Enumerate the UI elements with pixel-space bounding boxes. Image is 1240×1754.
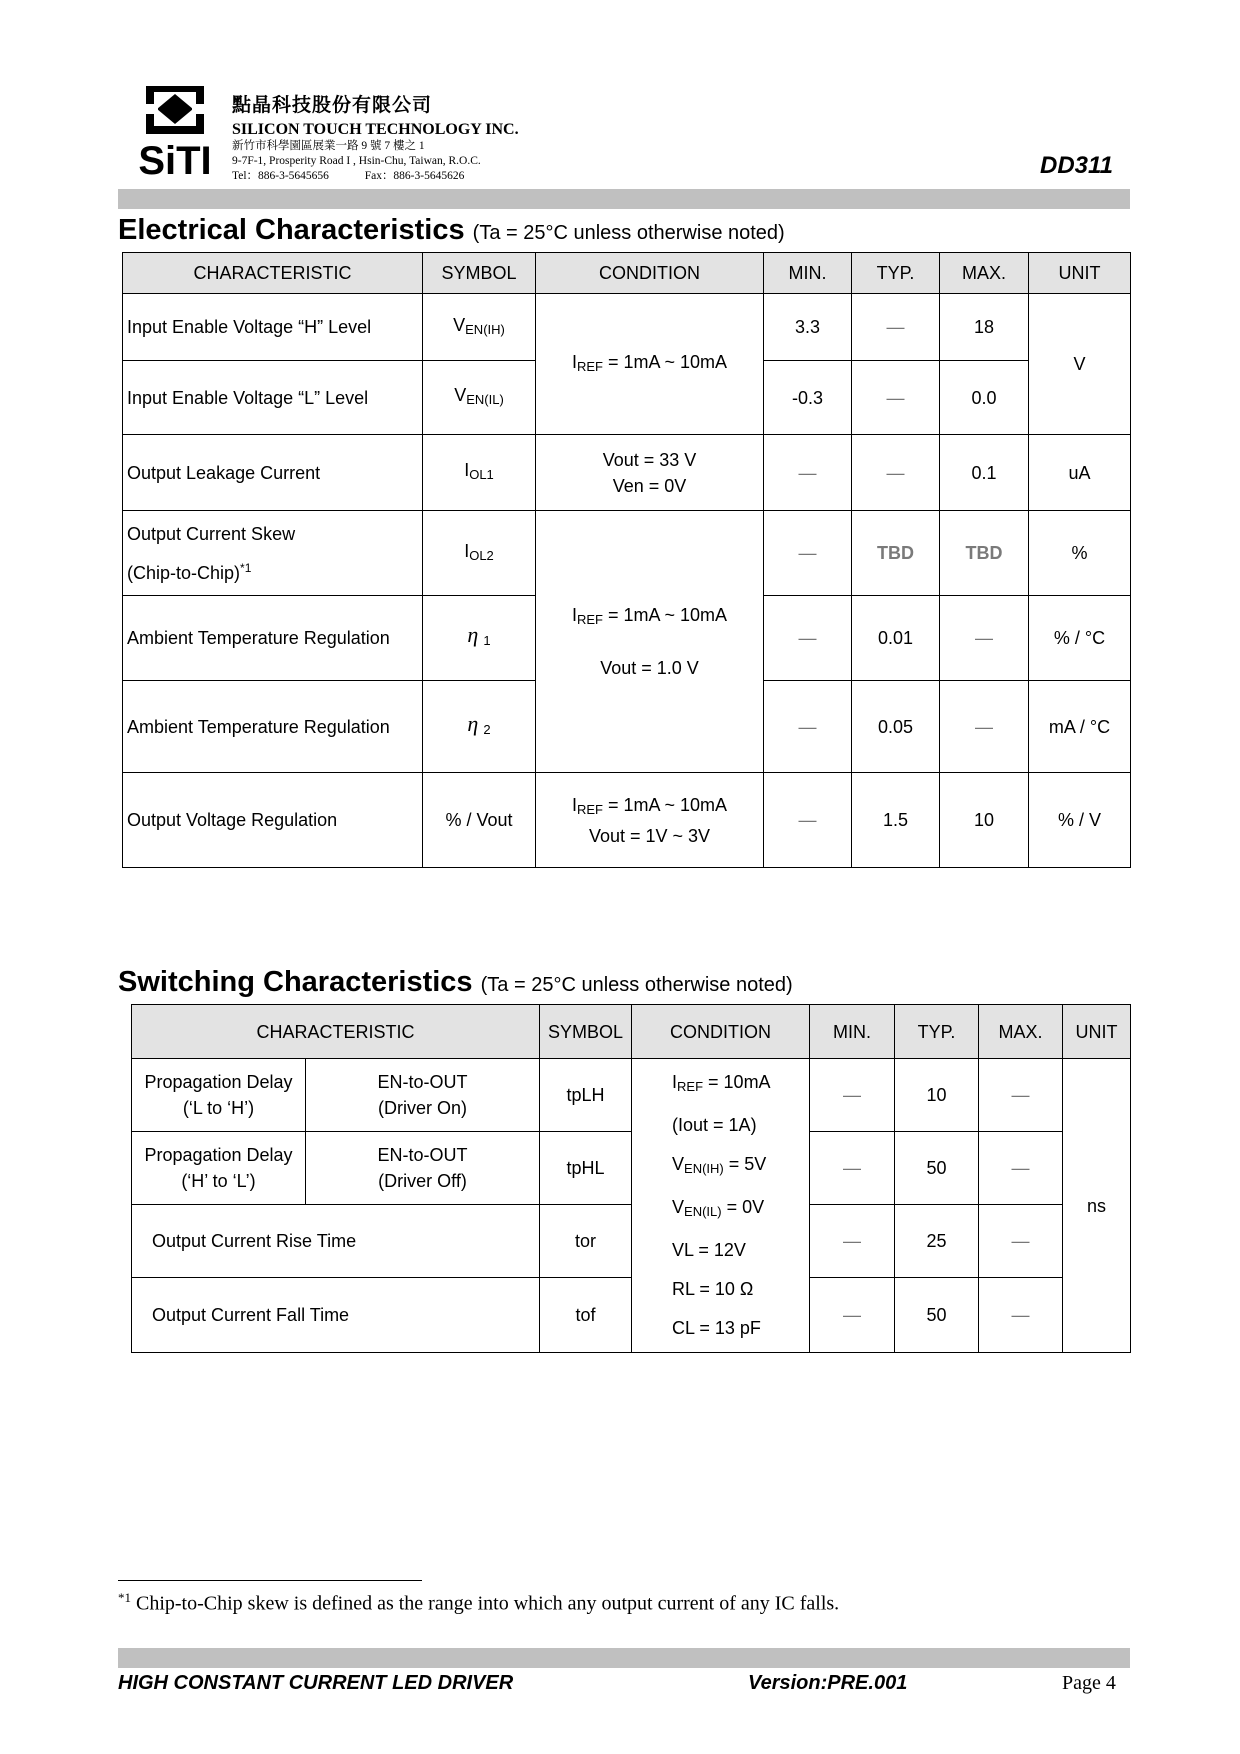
col-header: CHARACTERISTIC — [132, 1005, 540, 1059]
switching-title: Switching Characteristics (Ta = 25°C unless otherwise noted) — [118, 966, 793, 998]
max: — — [979, 1205, 1063, 1278]
symbol: $I_{OL2}$ — [423, 511, 536, 596]
min: — — [764, 773, 852, 868]
characteristic: Ambient Temperature Regulation — [123, 596, 423, 681]
characteristic: Propagation Delay (‘L to ‘H’) — [132, 1059, 306, 1132]
table-row — [123, 773, 1131, 868]
company-header — [232, 90, 519, 184]
col-header: MAX. — [940, 253, 1029, 294]
min: — — [764, 596, 852, 681]
contact-line — [232, 169, 519, 184]
symbol: % / Vout — [423, 773, 536, 868]
max: — — [940, 681, 1029, 773]
condition: $I_{REF} = 1mA$ ~ 10mA Vout = 1.0 V — [536, 511, 764, 773]
max: — — [979, 1059, 1063, 1132]
min: — — [810, 1059, 895, 1132]
unit: ns — [1063, 1059, 1131, 1353]
typ: — — [852, 361, 940, 435]
typ: 25 — [895, 1205, 979, 1278]
typ: 0.05 — [852, 681, 940, 773]
min: — — [764, 681, 852, 773]
tel: Tel：886-3-5645656 — [232, 170, 329, 182]
min: — — [764, 511, 852, 596]
max: — — [940, 596, 1029, 681]
fax: Fax：886-3-5645626 — [364, 170, 465, 182]
characteristic: Output Voltage Regulation — [123, 773, 423, 868]
symbol: $V_{EN(IL)}$ — [423, 361, 536, 435]
max: TBD — [940, 511, 1029, 596]
unit: uA — [1029, 435, 1131, 511]
col-header: CONDITION — [632, 1005, 810, 1059]
typ: — — [852, 435, 940, 511]
characteristic: Output Current Fall Time — [132, 1278, 540, 1353]
unit: % / °C — [1029, 596, 1131, 681]
col-header: CHARACTERISTIC — [123, 253, 423, 294]
footer-product: HIGH CONSTANT CURRENT LED DRIVER — [118, 1672, 514, 1694]
col-header: MIN. — [810, 1005, 895, 1059]
characteristic: Output Current Skew (Chip-to-Chip)$^{*1}$ — [123, 511, 423, 596]
typ: 50 — [895, 1278, 979, 1353]
characteristic: Input Enable Voltage “L” Level — [123, 361, 423, 435]
col-header: UNIT — [1029, 253, 1131, 294]
condition: $I_{REF} = 1mA$ ~ 10mA — [536, 294, 764, 435]
company-name-en: SILICON TOUCH TECHNOLOGY INC. — [232, 121, 519, 138]
min: — — [764, 435, 852, 511]
characteristic: Ambient Temperature Regulation — [123, 681, 423, 773]
min: — — [810, 1205, 895, 1278]
symbol: tpHL — [540, 1132, 632, 1205]
max: — — [979, 1132, 1063, 1205]
min: — — [810, 1278, 895, 1353]
company-name-cn: 點晶科技股份有限公司 — [232, 95, 433, 116]
condition: $I_{REF} = 1mA$ ~ 10mA Vout = 1V ~ 3V — [536, 773, 764, 868]
symbol: η $_1$ — [423, 596, 536, 681]
typ: 1.5 — [852, 773, 940, 868]
siti-logo — [130, 86, 220, 178]
table-row — [132, 1132, 1131, 1205]
unit: % — [1029, 511, 1131, 596]
table-row — [132, 1278, 1131, 1353]
condition: Vout = 33 V Ven = 0V — [536, 435, 764, 511]
footnote: $^{*1}$ Chip-to-Chip skew is defined as the range into which any output current of any IC falls. — [118, 1590, 840, 1615]
unit: % / V — [1029, 773, 1131, 868]
footnote-rule — [118, 1580, 422, 1581]
page-number: Page 4 — [1062, 1672, 1116, 1694]
table-row — [132, 1059, 1131, 1132]
symbol: tor — [540, 1205, 632, 1278]
col-header: UNIT — [1063, 1005, 1131, 1059]
table-row — [123, 294, 1131, 361]
logo-text: SiTI — [138, 139, 212, 178]
col-header: CONDITION — [536, 253, 764, 294]
characteristic: Input Enable Voltage “H” Level — [123, 294, 423, 361]
min: 3.3 — [764, 294, 852, 361]
table-header-row — [123, 253, 1131, 294]
max: 18 — [940, 294, 1029, 361]
electrical-table — [122, 252, 1131, 868]
sub-characteristic: EN-to-OUT (Driver On) — [306, 1059, 540, 1132]
unit: mA / °C — [1029, 681, 1131, 773]
typ: TBD — [852, 511, 940, 596]
address-cn: 新竹市科學園區展業一路 9 號 7 樓之 1 — [232, 140, 425, 152]
symbol: $V_{EN(IH)}$ — [423, 294, 536, 361]
table-row — [123, 511, 1131, 596]
min: -0.3 — [764, 361, 852, 435]
header-bar — [118, 189, 1130, 209]
switching-note: (Ta = 25°C unless otherwise noted) — [480, 974, 793, 996]
characteristic: Output Current Rise Time — [132, 1205, 540, 1278]
table-header-row — [132, 1005, 1131, 1059]
typ: — — [852, 294, 940, 361]
electrical-title: Electrical Characteristics (Ta = 25°C unless otherwise noted) — [118, 214, 785, 246]
col-header: TYP. — [895, 1005, 979, 1059]
max: 0.1 — [940, 435, 1029, 511]
table-row — [123, 435, 1131, 511]
symbol: tpLH — [540, 1059, 632, 1132]
characteristic: Propagation Delay (‘H’ to ‘L’) — [132, 1132, 306, 1205]
typ: 0.01 — [852, 596, 940, 681]
col-header: MIN. — [764, 253, 852, 294]
typ: 10 — [895, 1059, 979, 1132]
col-header: SYMBOL — [540, 1005, 632, 1059]
sub-characteristic: EN-to-OUT (Driver Off) — [306, 1132, 540, 1205]
symbol: η $_2$ — [423, 681, 536, 773]
symbol: tof — [540, 1278, 632, 1353]
switching-table — [131, 1004, 1131, 1353]
footer-bar — [118, 1648, 1130, 1668]
max: — — [979, 1278, 1063, 1353]
max: 0.0 — [940, 361, 1029, 435]
electrical-note: (Ta = 25°C unless otherwise noted) — [472, 222, 785, 244]
col-header: SYMBOL — [423, 253, 536, 294]
max: 10 — [940, 773, 1029, 868]
col-header: TYP. — [852, 253, 940, 294]
symbol: $I_{OL1}$ — [423, 435, 536, 511]
min: — — [810, 1132, 895, 1205]
doc-id: DD311 — [1040, 152, 1113, 179]
col-header: MAX. — [979, 1005, 1063, 1059]
characteristic: Output Leakage Current — [123, 435, 423, 511]
address-en: 9-7F-1, Prosperity Road I , Hsin-Chu, Taiwan, R.O.C. — [232, 155, 481, 167]
table-row — [132, 1205, 1131, 1278]
condition: $I_{REF} = 10mA$ (Iout = 1A) $V_{EN(IH)} = 5V$ $V_{EN(IL)} = 0V$ VL = 12V RL = 10 Ω CL = 13 pF — [632, 1059, 810, 1353]
unit: V — [1029, 294, 1131, 435]
footer-version: Version:PRE.001 — [748, 1672, 908, 1694]
typ: 50 — [895, 1132, 979, 1205]
